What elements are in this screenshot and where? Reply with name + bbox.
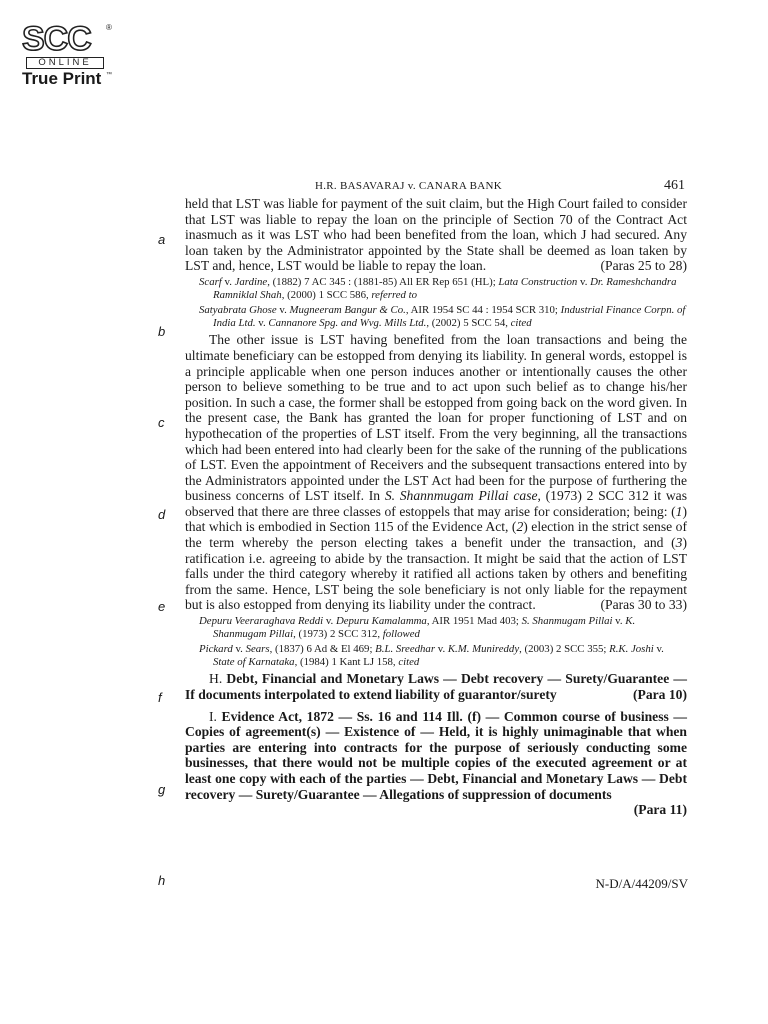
citation-4-v3: v. [653, 643, 664, 656]
running-header [185, 178, 687, 196]
citation-2-rest2: , (2002) 5 SCC 54, [426, 316, 511, 329]
citation-4-rest3: , (1984) 1 Kant LJ 158, [294, 655, 399, 668]
document-code: N-D/A/44209/SV [595, 876, 688, 891]
headnote-i [185, 708, 687, 818]
citation-3-v2: v. [612, 615, 626, 628]
citation-1 [185, 276, 687, 301]
citation-1-treatment: referred to [371, 288, 418, 301]
paragraph-1 [185, 196, 687, 274]
margin-letter-f: f [158, 690, 162, 705]
citation-1-case-c: Lata Construction [498, 275, 578, 288]
headnote-h-letter: H. [209, 671, 227, 687]
paragraph-2-part-a: The other issue is LST having benefited from the loan transactions and being the ultimate beneficiary can be estopped from denying its liability. In general words, estoppel is a principle applicable when one person induces another or intentionally causes the other person to believe something to be true and to act upon such belief as to change his/her position. In such a case, the former shall be estopped from going back on the word given. In the present case, the Bank has granted the loan for proper functioning of LST and on hypothecation of the properties of LST itself. From the very beginning, all the transactions which had been entered into had clearly been for the sake of the running of the publications of LST. Even the appointment of Receivers and the subsequent transactions entered into by the Administrators appointed under the LST Act had been for the purpose of furthering the business concerns of LST itself. In [185, 332, 687, 504]
citation-3-case-c: S. Shanmugam Pillai [521, 615, 613, 628]
citation-2-rest1: , AIR 1954 SC 44 : 1954 SCR 310; [405, 304, 561, 317]
citation-4-treatment: cited [398, 655, 420, 668]
citation-3-rest1: , AIR 1951 Mad 403; [426, 615, 522, 628]
citation-4-case-b: Sears [245, 643, 270, 656]
citation-3-case-b: Depuru Kamalamma [335, 615, 427, 628]
citation-1-case-d: Dr. Rameshchandra Ramniklal Shah [213, 275, 677, 301]
paragraph-2-part-b: , (1973) 2 SCC 312 it was observed that there are three classes of estoppels that may arise for consideration; being: ( [185, 488, 688, 519]
margin-letter-c: c [158, 415, 165, 430]
citation-4 [185, 643, 687, 668]
paragraph-2-part-c: ) that which is embodied in Section 115 of the Evidence Act, ( [185, 503, 687, 535]
headnote-i-text: Evidence Act, 1872 — Ss. 16 and 114 Ill. (f) — Common course of business — Copies of agreement(s) — Existence of — Held, it is highly unimaginable that when parties are entering into contracts for the purpose of seriously conducting some businesses, that there would not be multiple copies of the executed agreement or at least one copy with each of the parties — Debt, Financial and Monetary Laws — Debt recovery — Surety/Guarantee — Allegations of suppression of documents [185, 708, 687, 802]
citation-2 [185, 304, 687, 329]
citation-3 [185, 615, 687, 640]
citation-4-case-e: R.K. Joshi [609, 643, 654, 656]
headnote-h-ref: (Para 10) [633, 687, 687, 702]
headnote-h-text: Debt, Financial and Monetary Laws — Debt recovery — Surety/Guarantee — If documents interpolated to extend liability of guarantor/surety [185, 671, 687, 702]
logo-true-print: True Print [22, 69, 102, 88]
citation-2-case-d: Cannanore Spg. and Wvg. Mills Ltd. [268, 316, 427, 329]
citation-1-case-b: Jardine [234, 275, 268, 288]
logo-trademark: ™ [106, 72, 112, 78]
citation-4-case-d: K.M. Munireddy [447, 643, 520, 656]
citation-2-case-c: Industrial Finance Corpn. of India Ltd. [213, 304, 686, 329]
citation-3-rest2: , (1973) 2 SCC 312, [293, 627, 383, 640]
logo-scc-text: SCC [22, 20, 91, 58]
citation-4-case-c: B.L. Sreedhar [375, 643, 436, 656]
scc-online-logo [18, 20, 118, 92]
paragraph-2-part-d: ) election in the strict sense of the term whereby the person electing takes a benefit under the transaction, and ( [185, 519, 688, 551]
citation-2-case-b: Mugneeram Bangur & Co. [289, 304, 406, 317]
page-number: 461 [664, 178, 685, 193]
paragraph-2 [185, 332, 687, 613]
citation-4-rest1: , (1837) 6 Ad & El 469; [269, 643, 376, 656]
citation-1-v1: v. [221, 275, 235, 288]
citation-1-v2: v. [577, 275, 591, 288]
paragraph-2-num-3: 3 [675, 535, 683, 551]
headnote-h [185, 671, 687, 702]
margin-letter-h: h [158, 873, 166, 888]
citation-4-v1: v. [232, 643, 246, 656]
headnote-i-ref: (Para 11) [633, 802, 687, 818]
citation-4-case-a: Pickard [199, 643, 233, 656]
citation-2-v1: v. [276, 304, 290, 317]
citation-4-case-f: State of Karnataka [213, 655, 295, 668]
running-title: H.R. BASAVARAJ v. CANARA BANK [315, 180, 502, 192]
paragraph-1-text: held that LST was liable for payment of the suit claim, but the High Court failed to consider that LST was liable to repay the loan on the principle of Section 70 of the Contract Act inasmuch as it was LST who had been benefited from the loan, which J had secured. Any loan taken by the Administrator appointed by the State shall be deemed as loan taken by LST and, hence, LST would be liable to repay the loan. [185, 196, 687, 274]
logo-registered-mark: ® [106, 23, 112, 32]
paragraph-2-part-e: ) ratification i.e. agreeing to abide by the transaction. It might be said that the action of LST falls under the third category whereby it ratified all actions taken by others and benefiting from the same. Hence, LST being the sole beneficiary is not only liable for the repayment but is also estopped from denying its liability under the contract. [185, 535, 687, 613]
citation-4-rest2: , (2003) 2 SCC 355; [519, 643, 610, 656]
citation-1-rest2: , (2000) 1 SCC 586, [281, 288, 372, 301]
margin-letter-e: e [158, 599, 166, 614]
paragraph-2-ref: (Paras 30 to 33) [600, 597, 687, 613]
paragraph-2-num-1: 1 [675, 503, 683, 519]
citation-1-case-a: Scarf [199, 275, 222, 288]
paragraph-1-ref: (Paras 25 to 28) [600, 258, 687, 274]
citation-3-case-a: Depuru Veeraraghava Reddi [199, 615, 324, 628]
margin-letter-a: a [158, 232, 166, 247]
paragraph-2-num-2: 2 [516, 519, 524, 535]
paragraph-2-case: S. Shannmugam Pillai case [384, 488, 538, 504]
citation-3-v1: v. [323, 615, 336, 628]
citation-4-v2: v. [435, 643, 448, 656]
margin-letter-d: d [158, 507, 166, 522]
margin-letter-b: b [158, 324, 166, 339]
margin-letter-g: g [158, 782, 166, 797]
citation-3-treatment: followed [382, 627, 420, 640]
citation-2-case-a: Satyabrata Ghose [199, 304, 277, 317]
logo-online-text: ONLINE [26, 57, 104, 69]
headnote-i-letter: I. [209, 708, 222, 724]
citation-2-treatment: cited [510, 316, 532, 329]
citation-1-rest1: , (1882) 7 AC 345 : (1881-85) All ER Rep 651 (HL); [267, 275, 499, 288]
citation-3-case-d: K. Shanmugam Pillai [213, 615, 636, 640]
body-column [185, 196, 687, 818]
citation-2-v2: v. [255, 316, 269, 329]
